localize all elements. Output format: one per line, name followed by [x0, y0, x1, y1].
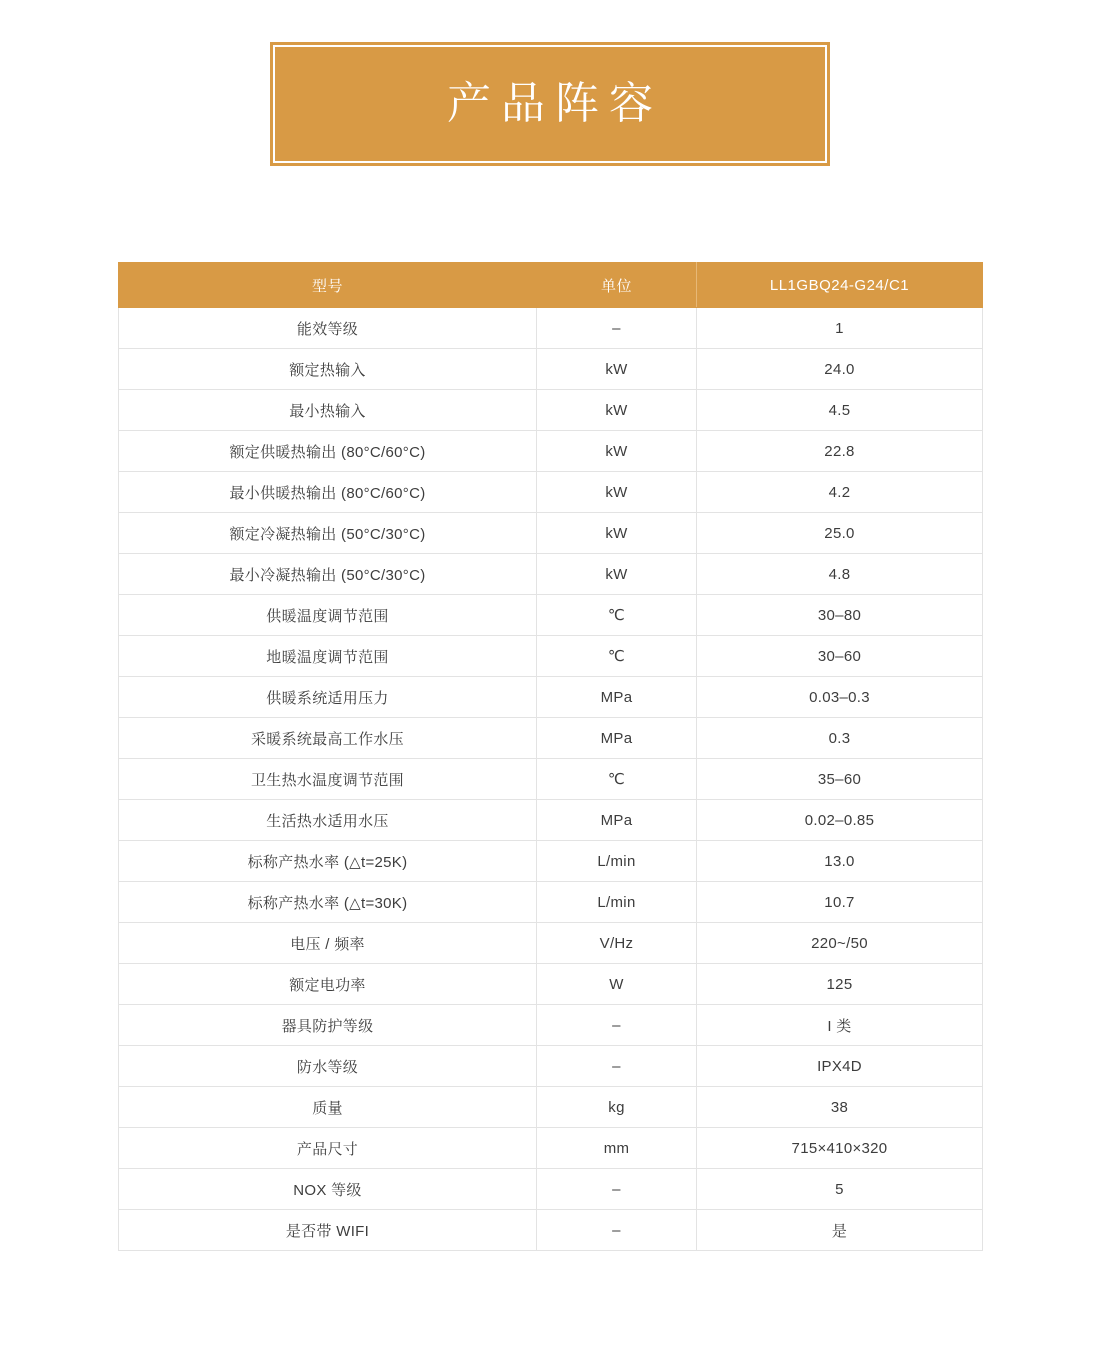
table-header-row — [119, 263, 983, 308]
spec-name: 电压 / 频率 — [119, 923, 537, 964]
table-row — [119, 431, 983, 472]
table-row — [119, 1169, 983, 1210]
spec-name: 标称产热水率 (△t=30K) — [119, 882, 537, 923]
spec-unit: – — [537, 1005, 697, 1046]
spec-unit: mm — [537, 1128, 697, 1169]
spec-name: 地暖温度调节范围 — [119, 636, 537, 677]
spec-value: IPX4D — [697, 1046, 983, 1087]
spec-name: 最小供暖热输出 (80°C/60°C) — [119, 472, 537, 513]
spec-unit: kg — [537, 1087, 697, 1128]
table-row — [119, 677, 983, 718]
table-row — [119, 841, 983, 882]
spec-unit: MPa — [537, 800, 697, 841]
spec-name: 最小热输入 — [119, 390, 537, 431]
spec-name: 卫生热水温度调节范围 — [119, 759, 537, 800]
spec-name: 质量 — [119, 1087, 537, 1128]
table-row — [119, 718, 983, 759]
page-title: 产品阵容 — [447, 79, 663, 128]
column-header-value: LL1GBQ24-G24/C1 — [697, 263, 983, 308]
table-row — [119, 390, 983, 431]
spec-unit: W — [537, 964, 697, 1005]
spec-unit: ℃ — [537, 636, 697, 677]
spec-unit: ℃ — [537, 759, 697, 800]
spec-unit: MPa — [537, 677, 697, 718]
table-row — [119, 349, 983, 390]
spec-value: 30–80 — [697, 595, 983, 636]
spec-value: 4.8 — [697, 554, 983, 595]
spec-value: 0.03–0.3 — [697, 677, 983, 718]
spec-unit: L/min — [537, 841, 697, 882]
table-row — [119, 1046, 983, 1087]
spec-name: 标称产热水率 (△t=25K) — [119, 841, 537, 882]
spec-name: 采暖系统最高工作水压 — [119, 718, 537, 759]
spec-value: 38 — [697, 1087, 983, 1128]
table-row — [119, 964, 983, 1005]
table-row — [119, 882, 983, 923]
spec-name: 额定冷凝热输出 (50°C/30°C) — [119, 513, 537, 554]
spec-unit: – — [537, 1210, 697, 1251]
spec-value: 5 — [697, 1169, 983, 1210]
spec-value: 715×410×320 — [697, 1128, 983, 1169]
table-row — [119, 636, 983, 677]
table-row — [119, 513, 983, 554]
spec-name: 防水等级 — [119, 1046, 537, 1087]
table-row — [119, 1128, 983, 1169]
table-row — [119, 308, 983, 349]
spec-name: 产品尺寸 — [119, 1128, 537, 1169]
table-row — [119, 472, 983, 513]
spec-name: 供暖系统适用压力 — [119, 677, 537, 718]
spec-unit: – — [537, 1046, 697, 1087]
specification-table — [118, 262, 983, 1251]
table-row — [119, 923, 983, 964]
spec-value: 0.02–0.85 — [697, 800, 983, 841]
spec-value: 0.3 — [697, 718, 983, 759]
spec-value: 35–60 — [697, 759, 983, 800]
spec-value: 125 — [697, 964, 983, 1005]
page-title-banner — [270, 42, 830, 166]
spec-name: NOX 等级 — [119, 1169, 537, 1210]
spec-unit: kW — [537, 390, 697, 431]
spec-value: 220~/50 — [697, 923, 983, 964]
table-row — [119, 759, 983, 800]
spec-unit: kW — [537, 431, 697, 472]
spec-value: 25.0 — [697, 513, 983, 554]
spec-name: 额定电功率 — [119, 964, 537, 1005]
spec-name: 最小冷凝热输出 (50°C/30°C) — [119, 554, 537, 595]
spec-name: 额定热输入 — [119, 349, 537, 390]
spec-name: 供暖温度调节范围 — [119, 595, 537, 636]
spec-unit: kW — [537, 349, 697, 390]
spec-value: 13.0 — [697, 841, 983, 882]
table-row — [119, 800, 983, 841]
table-row — [119, 595, 983, 636]
spec-value: I 类 — [697, 1005, 983, 1046]
spec-name: 器具防护等级 — [119, 1005, 537, 1046]
spec-value: 是 — [697, 1210, 983, 1251]
spec-value: 24.0 — [697, 349, 983, 390]
table-row — [119, 1005, 983, 1046]
column-header-unit: 单位 — [537, 263, 697, 308]
spec-unit: ℃ — [537, 595, 697, 636]
column-header-model: 型号 — [119, 263, 537, 308]
table-row — [119, 1210, 983, 1251]
spec-value: 22.8 — [697, 431, 983, 472]
spec-unit: kW — [537, 513, 697, 554]
table-header — [119, 263, 983, 308]
spec-unit: MPa — [537, 718, 697, 759]
table-row — [119, 554, 983, 595]
table-body — [119, 308, 983, 1251]
spec-unit: V/Hz — [537, 923, 697, 964]
spec-unit: kW — [537, 472, 697, 513]
spec-name: 是否带 WIFI — [119, 1210, 537, 1251]
spec-name: 能效等级 — [119, 308, 537, 349]
spec-name: 额定供暖热输出 (80°C/60°C) — [119, 431, 537, 472]
spec-value: 4.2 — [697, 472, 983, 513]
spec-name: 生活热水适用水压 — [119, 800, 537, 841]
spec-value: 30–60 — [697, 636, 983, 677]
spec-unit: L/min — [537, 882, 697, 923]
page-title-inner-frame — [273, 45, 827, 163]
spec-value: 1 — [697, 308, 983, 349]
spec-unit: – — [537, 1169, 697, 1210]
spec-value: 4.5 — [697, 390, 983, 431]
spec-unit: kW — [537, 554, 697, 595]
table-row — [119, 1087, 983, 1128]
spec-value: 10.7 — [697, 882, 983, 923]
spec-unit: – — [537, 308, 697, 349]
